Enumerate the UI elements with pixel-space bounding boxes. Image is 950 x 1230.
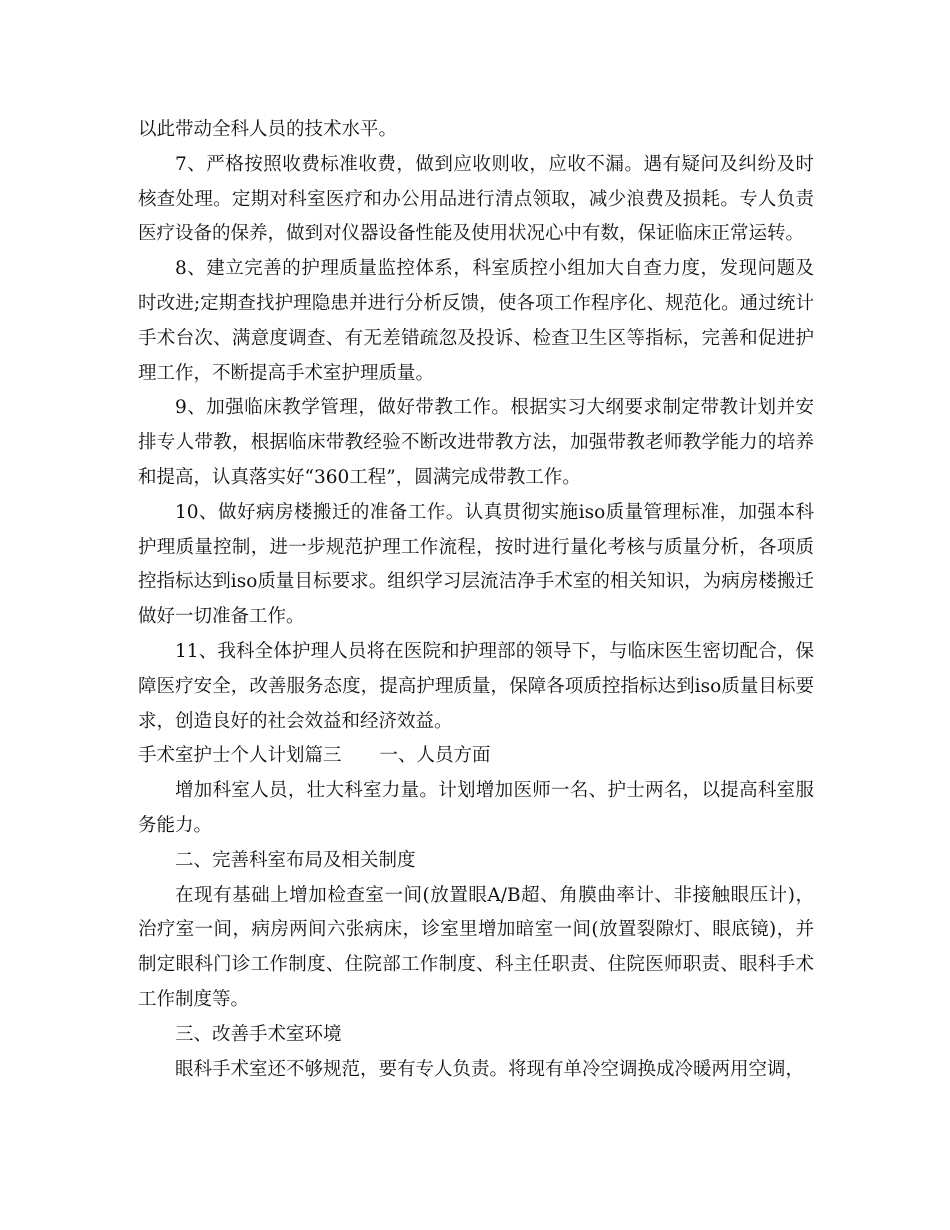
section-heading-line [138,739,814,774]
paragraph-item-11: 11、我科全体护理人员将在医院和护理部的领导下，与临床医生密切配合，保障医疗安全，改善服务态度，提高护理质量，保障各项质控指标达到iso质量目标要求，创造良好的社会效益和经济效益。 [138,640,814,732]
section-subtitle: 一、人员方面 [379,745,491,767]
document-body [138,113,814,1087]
paragraph-1: 以此带动全科人员的技术水平。 [138,119,398,140]
paragraph-staffing: 增加科室人员，壮大科室力量。计划增加医师一名、护士两名，以提高科室服务能力。 [138,780,814,836]
heading-layout-rules: 二、完善科室布局及相关制度 [175,849,416,871]
paragraph-layout-rules: 在现有基础上增加检查室一间(放置眼A/B超、角膜曲率计、非接触眼压计)，治疗室一间，病房两间六张病床，诊室里增加暗室一间(放置裂隙灯、眼底镜)，并制定眼科门诊工作制度、住院部工作制度、科主任职责、住院医师职责、眼科手术工作制度等。 [138,884,814,1010]
heading-or-environment: 三、改善手术室环境 [175,1023,342,1045]
paragraph-item-10: 10、做好病房楼搬迁的准备工作。认真贯彻实施iso质量管理标准，加强本科护理质量控制，进一步规范护理工作流程，按时进行量化考核与质量分析，各项质控指标达到iso质量目标要求。组织学习层流洁净手术室的相关知识，为病房楼搬迁做好一切准备工作。 [138,501,814,628]
paragraph-item-7: 7、严格按照收费标准收费，做到应收则收，应收不漏。遇有疑问及纠纷及时核查处理。定期对科室医疗和办公用品进行清点领取，减少浪费及损耗。专人负责医疗设备的保养，做到对仪器设备性能及使用状况心中有数，保证临床正常运转。 [138,153,814,245]
section-title: 手术室护士个人计划篇三 [138,745,342,767]
paragraph-item-9: 9、加强临床教学管理，做好带教工作。根据实习大纲要求制定带教计划并安排专人带教，根据临床带教经验不断改进带教方法，加强带教老师教学能力的培养和提高，认真落实好“360工程”，圆满完成带教工作。 [138,397,814,488]
paragraph-or-environment: 眼科手术室还不够规范，要有专人负责。将现有单冷空调换成冷暖两用空调， [175,1058,805,1080]
paragraph-item-8: 8、建立完善的护理质量监控体系，科室质控小组加大自查力度，发现问题及时改进;定期查找护理隐患并进行分析反馈，使各项工作程序化、规范化。通过统计手术台次、满意度调查、有无差错疏忽及投诉、检查卫生区等指标，完善和促进护理工作，不断提高手术室护理质量。 [138,258,814,384]
